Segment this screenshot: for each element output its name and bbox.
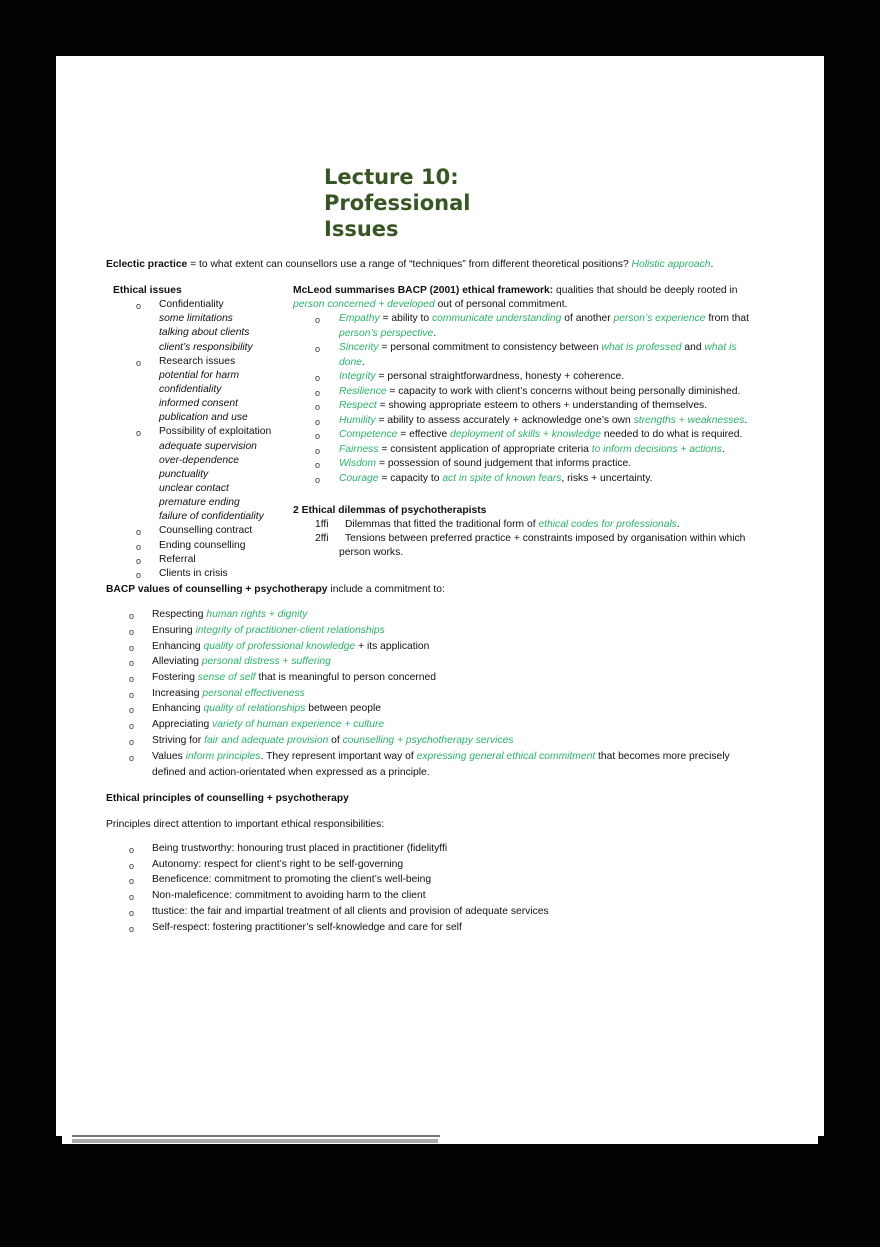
list-item-text: Being trustworthy: honouring trust placed in practitioner (fidelityffi bbox=[152, 843, 448, 854]
dilemma-text bbox=[345, 518, 680, 532]
list-item-text: ttustice: the fair and impartial treatment of all clients and provision of adequate services bbox=[152, 906, 549, 917]
ethical-issue-subitem: adequate supervision bbox=[159, 440, 257, 452]
list-item-text: Referral bbox=[159, 553, 196, 565]
text-run: of another bbox=[561, 313, 614, 324]
bacp-value-item bbox=[106, 750, 776, 764]
bullet-icon: o bbox=[129, 627, 135, 637]
mcleod-intro bbox=[293, 284, 773, 298]
highlight-text: deployment of skills + knowledge bbox=[450, 429, 601, 440]
bullet-icon: o bbox=[129, 658, 135, 668]
ethical-issue-subitem: informed consent bbox=[159, 398, 238, 410]
quality-item-cont bbox=[339, 327, 436, 341]
text-run: = possession of sound judgement that informs practice. bbox=[376, 458, 632, 469]
ethical-issue-subitem: potential for harm bbox=[159, 369, 240, 381]
ethical-issue-item bbox=[113, 298, 293, 312]
highlight-text: Respect bbox=[339, 400, 377, 411]
ethical-issue-item bbox=[113, 553, 293, 567]
highlight-text: integrity of practitioner-client relationships bbox=[195, 625, 385, 636]
bacp-value-item bbox=[106, 640, 776, 654]
highlight-text: to inform decisions + actions bbox=[591, 444, 722, 455]
text-run: , risks + uncertainty. bbox=[561, 473, 653, 484]
bullet-icon: o bbox=[315, 417, 321, 427]
text-run: = personal commitment to consistency between bbox=[378, 342, 602, 353]
eclectic-label: Eclectic practice bbox=[106, 259, 188, 270]
highlight-text: variety of human experience + culture bbox=[212, 719, 385, 730]
bullet-icon: o bbox=[315, 431, 321, 441]
list-item-text bbox=[152, 718, 384, 732]
list-item-text: Self-respect: fostering practitioner’s self-knowledge and care for self bbox=[152, 922, 462, 933]
bacp-value-item bbox=[106, 655, 776, 669]
ethical-issue-subitem: some limitations bbox=[159, 313, 233, 325]
highlight-text: sense of self bbox=[197, 672, 256, 683]
highlight-text: person’s experience bbox=[613, 313, 706, 324]
bacp-values-heading-line bbox=[106, 583, 445, 597]
highlight-text: Humility bbox=[339, 415, 376, 426]
highlight-text: act in spite of known fears bbox=[442, 473, 562, 484]
bacp-value-item bbox=[106, 687, 776, 701]
bacp-values-heading: BACP values of counselling + psychotherapy bbox=[106, 584, 328, 595]
list-item-text: Beneficence: commitment to promoting the client’s well-being bbox=[152, 874, 432, 885]
highlight-text: Fairness bbox=[339, 444, 379, 455]
list-item-text bbox=[339, 370, 624, 384]
text-run: Enhancing bbox=[152, 703, 204, 714]
ethical-dilemmas bbox=[293, 504, 773, 558]
highlight-text: Resilience bbox=[339, 386, 387, 397]
text-run: . bbox=[433, 327, 437, 339]
mcleod-framework bbox=[293, 284, 773, 485]
text-run: needed to do what is required. bbox=[600, 429, 743, 440]
bullet-icon: o bbox=[136, 428, 142, 439]
bacp-values-intro: include a commitment to: bbox=[327, 584, 445, 595]
list-item-text bbox=[339, 385, 740, 399]
bullet-icon: o bbox=[315, 388, 321, 398]
text-run: and bbox=[681, 342, 705, 353]
eclectic-end: . bbox=[710, 259, 714, 270]
mcleod-intro-cont bbox=[293, 298, 773, 312]
ethical-issues-list bbox=[113, 284, 293, 581]
text-run: = ability to assess accurately + acknowledge one’s own bbox=[375, 415, 634, 426]
list-item-text: Possibility of exploitation bbox=[159, 426, 272, 438]
text-run: Increasing bbox=[152, 688, 203, 699]
footer-rule bbox=[72, 1135, 440, 1137]
bullet-icon: o bbox=[129, 753, 135, 763]
highlight-text: strengths + weaknesses bbox=[633, 415, 745, 426]
list-item-text bbox=[152, 640, 429, 654]
list-item-text bbox=[152, 671, 436, 685]
title-line-1: Lecture 10: bbox=[324, 165, 459, 189]
bullet-icon: o bbox=[129, 861, 135, 871]
title-line-3: Issues bbox=[324, 217, 399, 241]
list-item-text bbox=[339, 341, 737, 355]
bullet-icon: o bbox=[129, 690, 135, 700]
eclectic-text: = to what extent can counsellors use a range of “techniques” from different theoretical positions? bbox=[187, 259, 632, 270]
text-run: = capacity to work with client’s concerns without being personally diminished. bbox=[386, 386, 741, 397]
list-item-text: Counselling contract bbox=[159, 525, 253, 537]
bullet-icon: o bbox=[136, 527, 142, 538]
quality-item bbox=[293, 443, 773, 457]
bullet-icon: o bbox=[129, 705, 135, 715]
text-run: = personal straightforwardness, honesty + coherence. bbox=[375, 371, 625, 382]
eclectic-practice-paragraph bbox=[106, 258, 713, 272]
list-item-text: Ending counselling bbox=[159, 539, 246, 551]
quality-item bbox=[293, 457, 773, 471]
list-item-text bbox=[152, 734, 513, 748]
ethical-issue-item bbox=[113, 567, 293, 581]
highlight-text: Empathy bbox=[339, 313, 380, 324]
bacp-value-item bbox=[106, 624, 776, 638]
highlight-text: expressing general ethical commitment bbox=[416, 751, 596, 762]
text-run: between people bbox=[305, 703, 381, 714]
bacp-value-item bbox=[106, 702, 776, 716]
list-item-text bbox=[339, 312, 749, 326]
highlight-text: done bbox=[339, 356, 362, 368]
text-run: . bbox=[721, 444, 725, 455]
text-run: that becomes more precisely bbox=[595, 751, 730, 762]
bullet-icon: o bbox=[136, 301, 142, 311]
highlight-text: personal distress + suffering bbox=[201, 656, 331, 667]
highlight-text: communicate understanding bbox=[432, 313, 562, 324]
bacp-value-item bbox=[106, 608, 776, 622]
bullet-icon: o bbox=[129, 674, 135, 684]
principle-item bbox=[106, 889, 776, 903]
list-item-text bbox=[152, 624, 385, 638]
text-run: Tensions between preferred practice + constraints imposed by organisation within which bbox=[345, 533, 746, 544]
principles-intro: Principles direct attention to important ethical responsibilities: bbox=[106, 819, 385, 830]
ethical-issues-heading: Ethical issues bbox=[113, 285, 182, 296]
list-item-text: Clients in crisis bbox=[159, 568, 228, 580]
list-item-text bbox=[152, 750, 730, 764]
bullet-icon: o bbox=[129, 737, 135, 747]
text-run: from that bbox=[705, 313, 749, 324]
bullet-icon: o bbox=[315, 402, 321, 412]
list-item-text: Confidentiality bbox=[159, 299, 224, 310]
highlight-text: fair and adequate provision bbox=[204, 735, 329, 746]
mcleod-heading: McLeod summarises BACP (2001) ethical framework: bbox=[293, 285, 554, 296]
mcleod-intro-highlight: person concerned + developed bbox=[293, 299, 435, 311]
highlight-text: Integrity bbox=[339, 371, 376, 382]
ethical-issue-subitem: confidentiality bbox=[159, 384, 222, 395]
ethical-issue-subitem: publication and use bbox=[159, 412, 248, 424]
highlight-text: person’s perspective bbox=[339, 327, 434, 339]
highlight-text: what is professed bbox=[601, 342, 682, 353]
list-item-text bbox=[152, 655, 331, 669]
eclectic-highlight: Holistic approach bbox=[631, 259, 711, 270]
highlight-text: inform principles bbox=[185, 751, 261, 762]
bullet-icon: o bbox=[129, 845, 135, 855]
quality-item-cont bbox=[339, 356, 365, 370]
quality-item bbox=[293, 399, 773, 413]
highlight-text: counselling + psychotherapy services bbox=[342, 735, 514, 746]
principle-item bbox=[106, 905, 776, 919]
bullet-icon: o bbox=[129, 721, 135, 731]
text-run: Ensuring bbox=[152, 625, 196, 636]
text-run: = effective bbox=[397, 429, 451, 440]
text-run: Dilemmas that fitted the traditional form of bbox=[345, 519, 539, 530]
list-item-text bbox=[152, 702, 381, 716]
dilemma-number: 1ffi bbox=[315, 519, 329, 530]
ethical-issue-item bbox=[113, 355, 293, 369]
highlight-text: quality of relationships bbox=[203, 703, 306, 714]
text-run: Fostering bbox=[152, 672, 198, 683]
text-run: of bbox=[328, 735, 343, 746]
text-run: Striving for bbox=[152, 735, 205, 746]
text-run: . They represent important way of bbox=[260, 751, 417, 762]
list-item-text bbox=[339, 472, 652, 486]
dilemma-text bbox=[345, 532, 745, 546]
ethical-issue-subitem: client’s responsibility bbox=[159, 341, 253, 353]
principle-item bbox=[106, 842, 776, 856]
list-item-text bbox=[152, 608, 307, 622]
bacp-value-item bbox=[106, 671, 776, 685]
text-run: = consistent application of appropriate criteria bbox=[378, 444, 592, 455]
bullet-icon: o bbox=[315, 344, 321, 354]
quality-item bbox=[293, 370, 773, 384]
text-run: = capacity to bbox=[378, 473, 443, 484]
quality-item bbox=[293, 472, 773, 486]
page-title bbox=[324, 164, 471, 242]
bullet-icon: o bbox=[129, 876, 135, 886]
bullet-icon: o bbox=[129, 924, 135, 934]
title-line-2: Professional bbox=[324, 191, 471, 215]
bullet-icon: o bbox=[315, 446, 321, 456]
list-item-text bbox=[339, 414, 747, 428]
bullet-icon: o bbox=[129, 643, 135, 653]
text-run: Appreciating bbox=[152, 719, 213, 730]
bullet-icon: o bbox=[315, 460, 321, 470]
mcleod-intro-end: out of personal commitment. bbox=[434, 299, 568, 311]
bullet-icon: o bbox=[136, 570, 142, 581]
bullet-icon: o bbox=[315, 475, 321, 485]
bacp-value-item bbox=[106, 718, 776, 732]
list-item-text bbox=[339, 399, 707, 413]
ethical-issue-item bbox=[113, 425, 293, 439]
list-item-text: Non-maleficence: commitment to avoiding harm to the client bbox=[152, 890, 426, 901]
ethical-issue-subitem: unclear contact bbox=[159, 482, 229, 494]
principle-item bbox=[106, 873, 776, 887]
text-run: . bbox=[744, 415, 748, 426]
list-item-text bbox=[339, 457, 631, 471]
highlight-text: Courage bbox=[339, 473, 379, 484]
dilemmas-heading: 2 Ethical dilemmas of psychotherapists bbox=[293, 505, 487, 516]
ethical-issue-subitem: over-dependence bbox=[159, 454, 239, 466]
ethical-issue-subitem: failure of confidentiality bbox=[159, 511, 264, 523]
text-run: . bbox=[361, 356, 365, 368]
dilemma-number: 2ffi bbox=[315, 533, 329, 544]
quality-item bbox=[293, 341, 773, 355]
list-item-text bbox=[339, 443, 725, 457]
bullet-icon: o bbox=[129, 908, 135, 918]
list-item-text: Autonomy: respect for client’s right to be self-governing bbox=[152, 859, 404, 870]
text-run: Respecting bbox=[152, 609, 207, 620]
list-item-text bbox=[339, 428, 742, 442]
bullet-icon: o bbox=[136, 357, 142, 368]
bullet-icon: o bbox=[129, 892, 135, 902]
highlight-text: what is bbox=[704, 342, 737, 353]
highlight-text: Competence bbox=[339, 429, 398, 440]
ethical-issue-subitem: premature ending bbox=[159, 497, 240, 508]
bullet-icon: o bbox=[315, 373, 321, 383]
text-run: + its application bbox=[355, 641, 430, 652]
text-run: . bbox=[676, 519, 680, 530]
text-run: = showing appropriate esteem to others + understanding of themselves. bbox=[376, 400, 708, 411]
dilemma-item-cont: person works. bbox=[339, 547, 404, 558]
ethical-issue-item bbox=[113, 524, 293, 538]
highlight-text: ethical codes for professionals bbox=[538, 519, 677, 530]
text-run: that is meaningful to person concerned bbox=[255, 672, 436, 683]
text-run: Enhancing bbox=[152, 641, 204, 652]
bullet-icon: o bbox=[129, 611, 135, 621]
bullet-icon: o bbox=[136, 555, 142, 566]
bacp-value-item-cont: defined and action-orientated when expressed as a principle. bbox=[152, 767, 430, 778]
principles-heading: Ethical principles of counselling + psychotherapy bbox=[106, 793, 349, 804]
highlight-text: quality of professional knowledge bbox=[203, 641, 356, 652]
text-run: Alleviating bbox=[152, 656, 202, 667]
mcleod-intro-text: qualities that should be deeply rooted in bbox=[553, 285, 738, 296]
footer-rule-shadow bbox=[72, 1139, 438, 1143]
list-item-text: Research issues bbox=[159, 355, 236, 367]
principle-item bbox=[106, 921, 776, 935]
highlight-text: human rights + dignity bbox=[206, 609, 308, 620]
bullet-icon: o bbox=[136, 541, 142, 552]
quality-item bbox=[293, 414, 773, 428]
quality-item bbox=[293, 312, 773, 326]
highlight-text: Wisdom bbox=[339, 458, 377, 469]
quality-item bbox=[293, 428, 773, 442]
text-run: = ability to bbox=[379, 313, 433, 324]
ethical-issue-subitem: talking about clients bbox=[159, 327, 250, 339]
highlight-text: personal effectiveness bbox=[202, 688, 305, 699]
ethical-issue-item bbox=[113, 539, 293, 553]
bacp-value-item bbox=[106, 734, 776, 748]
bullet-icon: o bbox=[315, 315, 321, 325]
highlight-text: Sincerity bbox=[339, 342, 379, 353]
text-run: Values bbox=[152, 751, 186, 762]
list-item-text bbox=[152, 687, 305, 701]
quality-item bbox=[293, 385, 773, 399]
ethical-issue-subitem: punctuality bbox=[159, 468, 209, 480]
principle-item bbox=[106, 858, 776, 872]
